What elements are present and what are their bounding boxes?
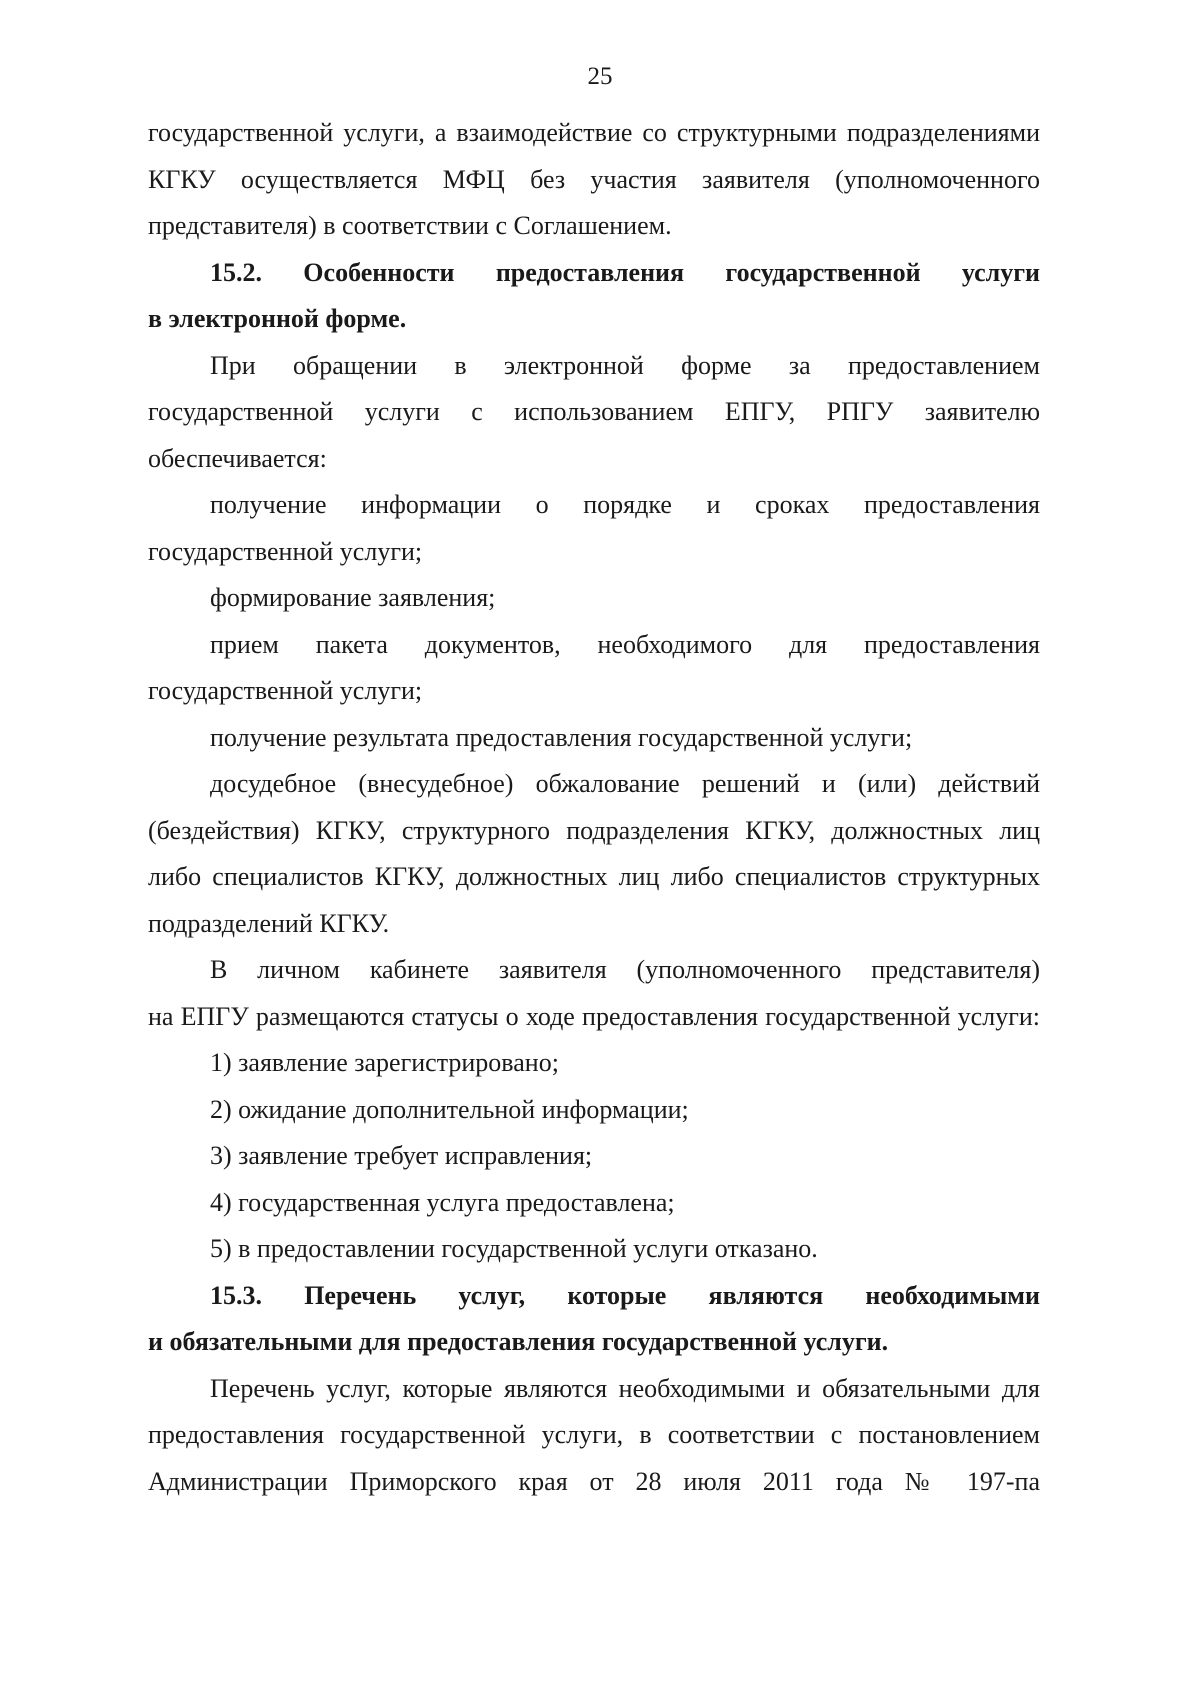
document-body (148, 110, 1040, 1505)
text-line: Администрации Приморского края от 28 июля 2011 года № 197-па (148, 1466, 1040, 1496)
section-heading-line: 15.3. Перечень услуг, которые являются необходимыми (210, 1280, 1040, 1310)
section-heading-line: 15.2. Особенности предоставления государственной услуги (210, 257, 1040, 287)
text-line: либо специалистов КГКУ, должностных лиц либо специалистов структурных (148, 862, 1040, 891)
text-line: государственной услуги; (148, 676, 423, 705)
section-heading-line: и обязательными для предоставления государственной услуги. (148, 1327, 889, 1356)
text-line: КГКУ осуществляется МФЦ без участия заявителя (уполномоченного (148, 164, 1040, 194)
text-line: В личном кабинете заявителя (уполномоченного представителя) (210, 955, 1040, 984)
text-line: Перечень услуг, которые являются необходимыми и обязательными для (210, 1373, 1040, 1403)
section-heading-line: в электронной форме. (148, 304, 407, 333)
text-line: государственной услуги, а взаимодействие со структурными подразделениями (148, 118, 1040, 147)
text-line: 3) заявление требует исправления; (210, 1141, 593, 1170)
text-line: государственной услуги; (148, 536, 423, 566)
text-line: предоставления государственной услуги, в соответствии с постановлением (148, 1420, 1040, 1449)
text-line: получение результата предоставления государственной услуги; (210, 722, 913, 752)
text-line: 4) государственная услуга предоставлена; (210, 1187, 675, 1217)
text-line: обеспечивается: (148, 443, 327, 473)
text-line: 2) ожидание дополнительной информации; (210, 1094, 689, 1124)
text-line: прием пакета документов, необходимого для предоставления (210, 629, 1040, 659)
text-line: формирование заявления; (210, 583, 496, 612)
text-line: получение информации о порядке и сроках предоставления (210, 490, 1040, 519)
text-line: государственной услуги с использованием ЕПГУ, РПГУ заявителю (148, 397, 1040, 426)
text-line: досудебное (внесудебное) обжалование решений и (или) действий (210, 769, 1040, 798)
text-line: представителя) в соответствии с Соглашением. (148, 211, 672, 240)
text-line: При обращении в электронной форме за предоставлением (210, 350, 1040, 380)
text-line: на ЕПГУ размещаются статусы о ходе предоставления государственной услуги: (148, 1001, 1040, 1031)
text-line: 5) в предоставлении государственной услуги отказано. (210, 1234, 818, 1263)
text-line: подразделений КГКУ. (148, 908, 390, 938)
text-line: 1) заявление зарегистрировано; (210, 1048, 559, 1077)
page-number: 25 (587, 63, 613, 90)
text-line: (бездействия) КГКУ, структурного подразделения КГКУ, должностных лиц (148, 815, 1040, 845)
